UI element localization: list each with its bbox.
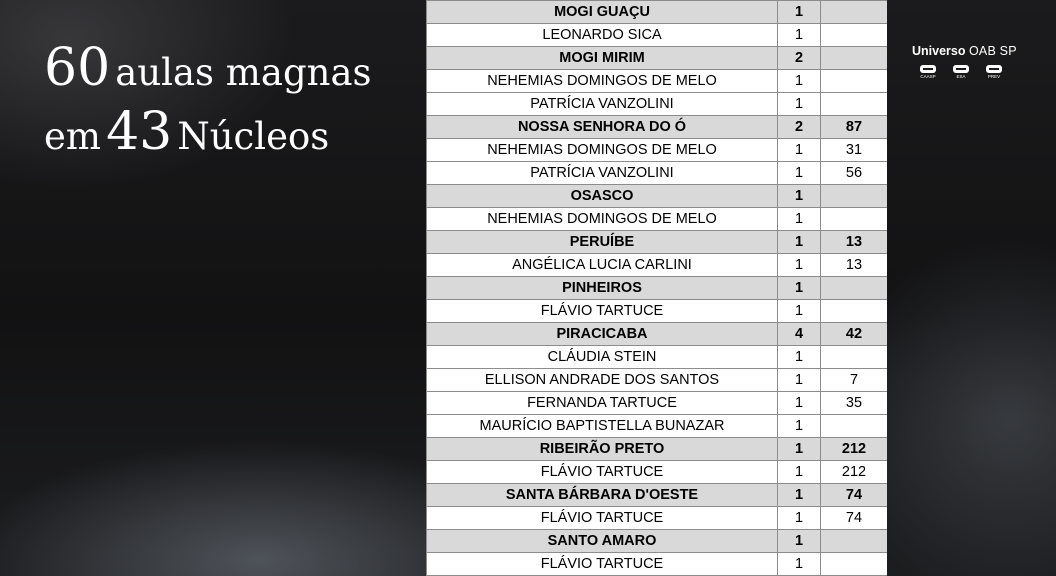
mark-caption-prev: PREV [987, 74, 1001, 79]
mark-caption-esa: ESA [956, 74, 966, 79]
count-cell: 1 [778, 415, 821, 438]
count-cell: 1 [778, 507, 821, 530]
lecturer-row [427, 208, 888, 231]
logo-wordmark [912, 44, 1017, 58]
value-cell: 212 [821, 438, 888, 461]
name-cell: FLÁVIO TARTUCE [427, 553, 778, 576]
nucleus-row [427, 484, 888, 507]
lectures-table-body [427, 1, 888, 576]
lecturer-row [427, 70, 888, 93]
headline-prefix: em [44, 115, 101, 158]
value-cell [821, 24, 888, 47]
count-cell: 1 [778, 369, 821, 392]
oab-badge-icon [953, 65, 969, 73]
nucleus-row [427, 323, 888, 346]
value-cell [821, 530, 888, 553]
count-cell: 1 [778, 277, 821, 300]
universo-oabsp-logo [912, 44, 1017, 80]
name-cell: MOGI MIRIM [427, 47, 778, 70]
lecturer-row [427, 93, 888, 116]
lecturer-row [427, 392, 888, 415]
count-cell: 1 [778, 185, 821, 208]
lectures-label: aulas magnas [115, 51, 372, 94]
lectures-table [426, 0, 887, 576]
logo-brand-regular: OAB SP [968, 44, 1017, 58]
prev-mark [986, 65, 1002, 80]
logo-marks [920, 65, 1017, 80]
name-cell: PERUÍBE [427, 231, 778, 254]
name-cell: MOGI GUAÇU [427, 1, 778, 24]
value-cell [821, 346, 888, 369]
name-cell: FLÁVIO TARTUCE [427, 300, 778, 323]
count-cell: 1 [778, 438, 821, 461]
value-cell [821, 93, 888, 116]
lecturer-row [427, 461, 888, 484]
value-cell [821, 1, 888, 24]
lecturer-row [427, 254, 888, 277]
nucleus-row [427, 47, 888, 70]
value-cell: 74 [821, 484, 888, 507]
name-cell: NEHEMIAS DOMINGOS DE MELO [427, 208, 778, 231]
count-cell: 1 [778, 93, 821, 116]
nucleus-row [427, 185, 888, 208]
lecturer-row [427, 139, 888, 162]
lecturer-row [427, 553, 888, 576]
count-cell: 1 [778, 484, 821, 507]
name-cell: LEONARDO SICA [427, 24, 778, 47]
value-cell: 31 [821, 139, 888, 162]
name-cell: PATRÍCIA VANZOLINI [427, 162, 778, 185]
value-cell: 13 [821, 254, 888, 277]
count-cell: 2 [778, 47, 821, 70]
name-cell: FERNANDA TARTUCE [427, 392, 778, 415]
name-cell: ELLISON ANDRADE DOS SANTOS [427, 369, 778, 392]
value-cell: 42 [821, 323, 888, 346]
slide-headline [44, 36, 372, 164]
count-cell: 1 [778, 254, 821, 277]
lecturer-row [427, 300, 888, 323]
value-cell: 87 [821, 116, 888, 139]
nucleus-row [427, 231, 888, 254]
esa-mark [953, 65, 969, 80]
value-cell [821, 185, 888, 208]
value-cell: 56 [821, 162, 888, 185]
nuclei-label: Núcleos [177, 115, 330, 158]
lecturer-row [427, 507, 888, 530]
nucleus-row [427, 530, 888, 553]
value-cell: 74 [821, 507, 888, 530]
name-cell: ANGÉLICA LUCIA CARLINI [427, 254, 778, 277]
oab-badge-icon [986, 65, 1002, 73]
count-cell: 1 [778, 24, 821, 47]
value-cell [821, 277, 888, 300]
lecturer-row [427, 415, 888, 438]
value-cell [821, 300, 888, 323]
count-cell: 1 [778, 231, 821, 254]
count-cell: 1 [778, 139, 821, 162]
value-cell: 13 [821, 231, 888, 254]
count-cell: 1 [778, 461, 821, 484]
nucleus-row [427, 277, 888, 300]
value-cell [821, 415, 888, 438]
count-cell: 1 [778, 162, 821, 185]
value-cell [821, 47, 888, 70]
nucleus-row [427, 438, 888, 461]
nucleus-row [427, 1, 888, 24]
value-cell [821, 70, 888, 93]
caasp-mark [920, 65, 936, 80]
lectures-count: 60 [44, 38, 111, 98]
lecturer-row [427, 369, 888, 392]
value-cell [821, 208, 888, 231]
count-cell: 1 [778, 530, 821, 553]
lecturer-row [427, 162, 888, 185]
count-cell: 1 [778, 553, 821, 576]
name-cell: MAURÍCIO BAPTISTELLA BUNAZAR [427, 415, 778, 438]
count-cell: 1 [778, 208, 821, 231]
count-cell: 1 [778, 70, 821, 93]
name-cell: PIRACICABA [427, 323, 778, 346]
oab-badge-icon [920, 65, 936, 73]
name-cell: PATRÍCIA VANZOLINI [427, 93, 778, 116]
name-cell: SANTO AMARO [427, 530, 778, 553]
name-cell: PINHEIROS [427, 277, 778, 300]
name-cell: NEHEMIAS DOMINGOS DE MELO [427, 139, 778, 162]
value-cell: 35 [821, 392, 888, 415]
count-cell: 1 [778, 300, 821, 323]
nucleus-row [427, 116, 888, 139]
lectures-table-panel [426, 0, 887, 576]
count-cell: 4 [778, 323, 821, 346]
name-cell: OSASCO [427, 185, 778, 208]
value-cell: 212 [821, 461, 888, 484]
count-cell: 1 [778, 1, 821, 24]
name-cell: FLÁVIO TARTUCE [427, 507, 778, 530]
name-cell: SANTA BÁRBARA D'OESTE [427, 484, 778, 507]
value-cell [821, 553, 888, 576]
headline-line-1 [44, 36, 372, 100]
name-cell: NEHEMIAS DOMINGOS DE MELO [427, 70, 778, 93]
name-cell: NOSSA SENHORA DO Ó [427, 116, 778, 139]
value-cell: 7 [821, 369, 888, 392]
headline-line-2 [44, 100, 372, 164]
lecturer-row [427, 346, 888, 369]
count-cell: 1 [778, 392, 821, 415]
count-cell: 2 [778, 116, 821, 139]
name-cell: CLÁUDIA STEIN [427, 346, 778, 369]
logo-brand-bold: Universo [912, 44, 966, 58]
name-cell: FLÁVIO TARTUCE [427, 461, 778, 484]
nuclei-count: 43 [106, 102, 173, 162]
name-cell: RIBEIRÃO PRETO [427, 438, 778, 461]
count-cell: 1 [778, 346, 821, 369]
lecturer-row [427, 24, 888, 47]
mark-caption-caasp: CAASP [920, 74, 936, 79]
